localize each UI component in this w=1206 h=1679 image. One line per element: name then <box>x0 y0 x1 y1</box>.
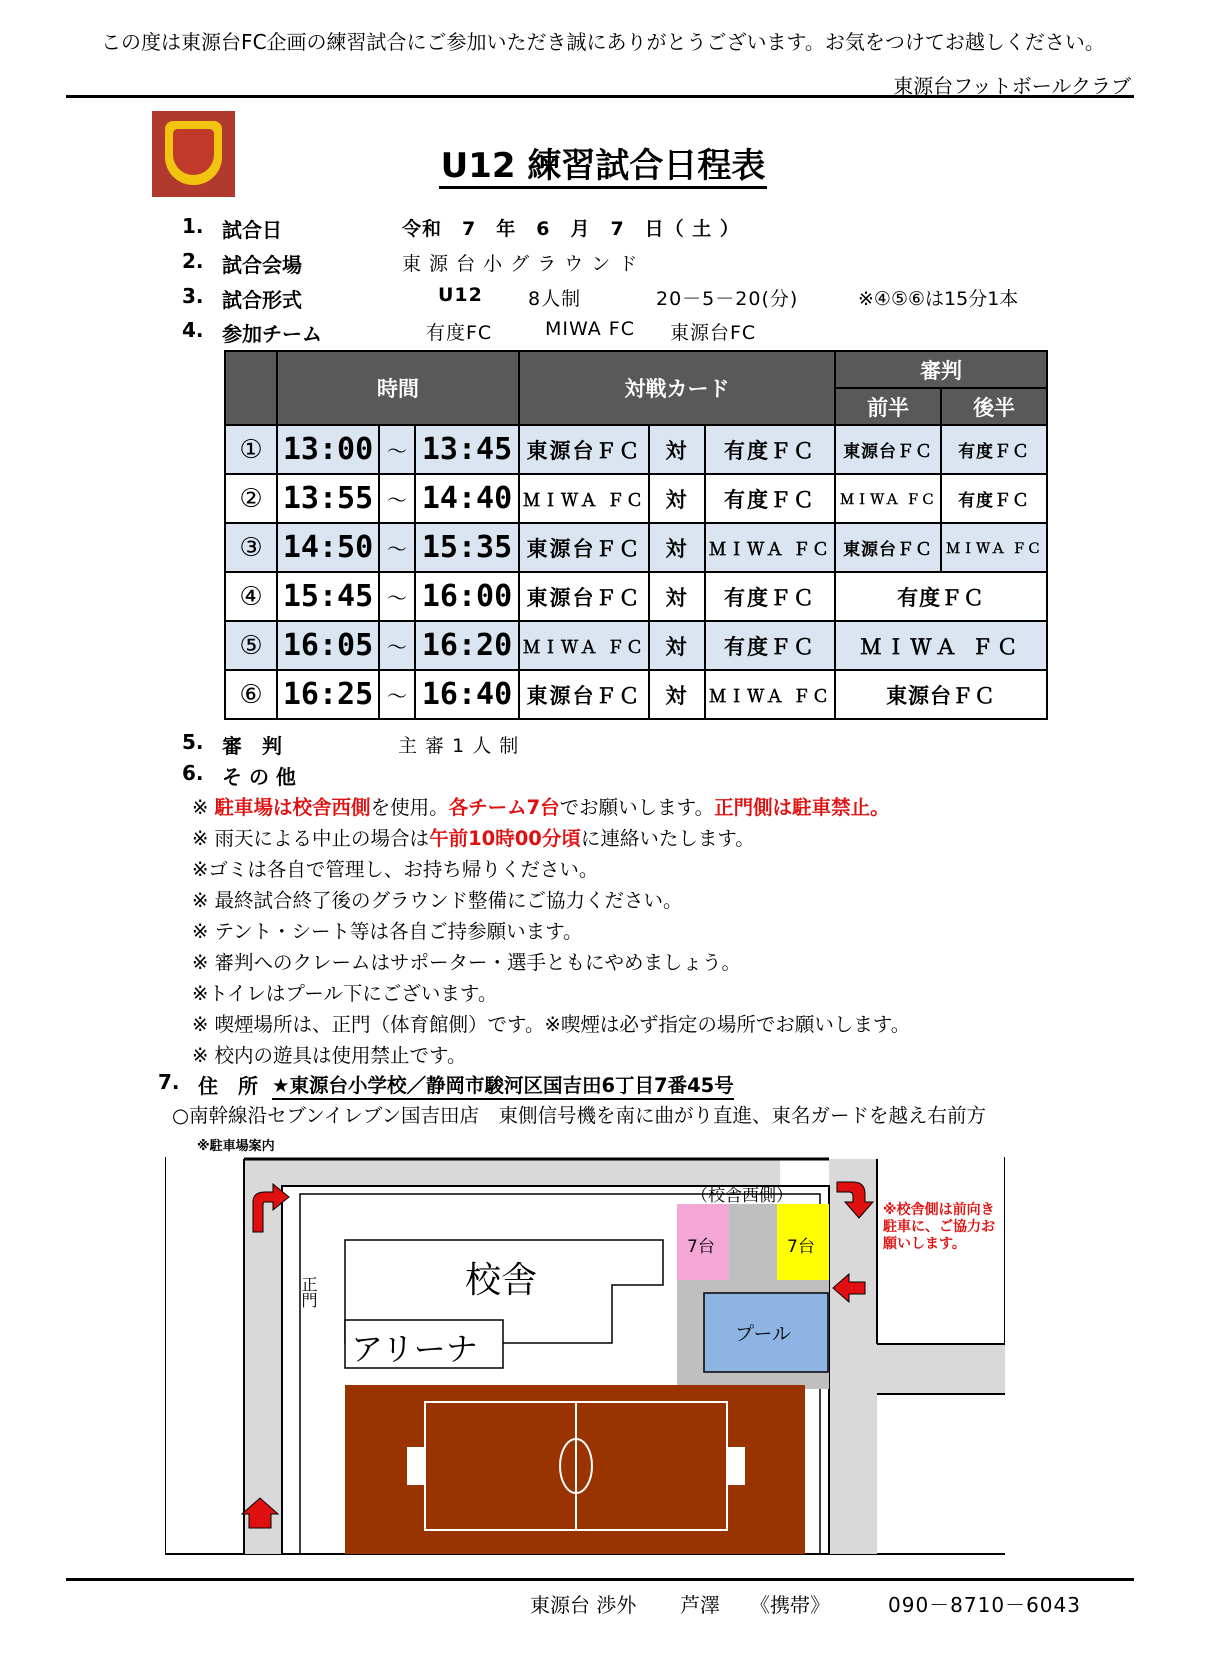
away-team: ＭＩＷＡ ＦＣ <box>705 670 835 719</box>
info-label-format: 試合形式 <box>222 288 302 312</box>
vs-label: 対 <box>649 572 705 621</box>
main-gate-label: 正門 <box>299 1276 318 1308</box>
arena-label: アリーナ <box>351 1330 478 1368</box>
home-team: 東源台ＦＣ <box>519 572 649 621</box>
away-team: 有度ＦＣ <box>705 474 835 523</box>
vs-label: 対 <box>649 523 705 572</box>
vs-label: 対 <box>649 670 705 719</box>
info-label-date: 試合日 <box>222 218 282 242</box>
note-item: ※トイレはプール下にございます。 <box>192 982 498 1005</box>
directions-text: ○南幹線沿セブンイレブン国吉田店 東側信号機を南に曲がり直進、東名ガードを越え右前方 <box>172 1104 986 1127</box>
start-time: 13:00 <box>277 425 379 474</box>
header-referee: 審判 <box>835 351 1047 388</box>
school-building-label: 校舎 <box>465 1260 538 1301</box>
table-row <box>225 523 1047 572</box>
referee-second-half: 有度ＦＣ <box>941 474 1047 523</box>
map-caption: ※駐車場案内 <box>197 1139 275 1154</box>
info-label-address: 住 所 <box>198 1074 258 1098</box>
home-team: 東源台ＦＣ <box>519 425 649 474</box>
away-team: 有度ＦＣ <box>705 572 835 621</box>
header-divider <box>66 95 1134 98</box>
schedule-table <box>224 350 1048 720</box>
parking-map <box>165 1139 1005 1568</box>
west-side-label: （校舎西側） <box>691 1186 793 1206</box>
note-text: 午前10時00分頃 <box>429 827 581 850</box>
footer-person: 芦澤 <box>680 1593 720 1617</box>
team-name: MIWA FC <box>545 318 635 340</box>
end-time: 14:40 <box>415 474 519 523</box>
end-time: 15:35 <box>415 523 519 572</box>
start-time: 13:55 <box>277 474 379 523</box>
header-match: 対戦カード <box>519 351 835 425</box>
referee-second-half: 有度ＦＣ <box>941 425 1047 474</box>
map-drawing <box>165 1152 1005 1568</box>
table-row <box>225 670 1047 719</box>
note-mark: ※ <box>192 796 209 819</box>
note-item: ※ 審判へのクレームはサポーター・選手ともにやめましょう。 <box>192 951 742 974</box>
end-time: 16:40 <box>415 670 519 719</box>
footer-phone-label: 《携帯》 <box>750 1593 830 1617</box>
greeting-text: この度は東源台FC企画の練習試合にご参加いただき誠にありがとうございます。お気をつけてお越しください。 <box>101 30 1105 54</box>
away-team: ＭＩＷＡ ＦＣ <box>705 523 835 572</box>
info-value-players: 8人制 <box>528 288 582 310</box>
footer-phone: 090－8710－6043 <box>888 1593 1081 1617</box>
referee-team: ＭＩＷＡ ＦＣ <box>835 621 1047 670</box>
info-value-venue: 東 源 台 小 グ ラ ウ ン ド <box>402 253 639 275</box>
header-no <box>225 351 277 425</box>
info-label-venue: 試合会場 <box>222 253 302 277</box>
parking-count-yellow: 7台 <box>787 1237 815 1257</box>
end-time: 16:00 <box>415 572 519 621</box>
home-team: 東源台ＦＣ <box>519 670 649 719</box>
note-item: ※ 喫煙場所は、正門（体育館側）です。※喫煙は必ず指定の場所でお願いします。 <box>192 1013 911 1036</box>
address-value: ★東源台小学校／静岡市駿河区国吉田6丁目7番45号 <box>272 1070 734 1100</box>
footer-org: 東源台 渉外 <box>530 1593 637 1617</box>
footer-divider <box>66 1578 1134 1581</box>
info-value-referee: 主 審 1 人 制 <box>398 735 520 757</box>
team-name: 有度FC <box>426 322 493 344</box>
note-item: ※ 校内の遊具は使用禁止です。 <box>192 1044 467 1067</box>
info-num-5: 5. <box>182 730 204 754</box>
time-separator: ～ <box>379 474 415 523</box>
note-text: 雨天による中止の場合は <box>214 827 430 850</box>
header-second-half: 後半 <box>941 388 1047 425</box>
away-team: 有度ＦＣ <box>705 621 835 670</box>
start-time: 16:25 <box>277 670 379 719</box>
match-number: ① <box>225 425 277 474</box>
note-text: でお願いします。 <box>559 796 715 819</box>
pool-label: プール <box>735 1323 792 1345</box>
info-value-format-note: ※④⑤⑥は15分1本 <box>858 288 1019 310</box>
info-value-duration: 20－5－20(分) <box>656 288 799 310</box>
header-time: 時間 <box>277 351 519 425</box>
note-mark: ※ <box>192 827 209 850</box>
time-separator: ～ <box>379 523 415 572</box>
match-number: ④ <box>225 572 277 621</box>
match-number: ⑥ <box>225 670 277 719</box>
referee-second-half: ＭＩＷＡ ＦＣ <box>941 523 1047 572</box>
note-item: ※ゴミは各自で管理し、お持ち帰りください。 <box>192 858 599 881</box>
note-text: 駐車場は校舎西側 <box>214 796 371 819</box>
header-first-half: 前半 <box>835 388 941 425</box>
time-separator: ～ <box>379 425 415 474</box>
start-time: 16:05 <box>277 621 379 670</box>
vs-label: 対 <box>649 474 705 523</box>
table-row <box>225 621 1047 670</box>
note-parking <box>192 792 890 820</box>
note-text: を使用。 <box>370 796 449 819</box>
info-num-2: 2. <box>182 249 204 273</box>
info-num-4: 4. <box>182 318 204 342</box>
info-label-other: そ の 他 <box>222 765 296 789</box>
note-item: ※ テント・シート等は各自ご持参願います。 <box>192 920 583 943</box>
referee-team: 東源台ＦＣ <box>835 670 1047 719</box>
match-number: ⑤ <box>225 621 277 670</box>
end-time: 16:20 <box>415 621 519 670</box>
referee-first-half: 東源台ＦＣ <box>835 523 941 572</box>
referee-team: 有度ＦＣ <box>835 572 1047 621</box>
info-label-teams: 参加チーム <box>222 322 322 346</box>
info-label-referee: 審 判 <box>222 734 282 758</box>
match-number: ② <box>225 474 277 523</box>
vs-label: 対 <box>649 425 705 474</box>
note-item: ※ 最終試合終了後のグラウンド整備にご協力ください。 <box>192 889 683 912</box>
parking-count-pink: 7台 <box>687 1237 715 1257</box>
info-num-3: 3. <box>182 284 204 308</box>
info-num-7: 7. <box>158 1070 180 1094</box>
home-team: 東源台ＦＣ <box>519 523 649 572</box>
time-separator: ～ <box>379 572 415 621</box>
parking-notice: ※校舎側は前向き駐車に、ご協力お願いします。 <box>883 1202 995 1252</box>
note-rain <box>192 823 755 851</box>
table-row <box>225 474 1047 523</box>
info-num-6: 6. <box>182 761 204 785</box>
team-name: 東源台FC <box>670 322 757 344</box>
note-text: 各チーム7台 <box>448 796 560 819</box>
start-time: 15:45 <box>277 572 379 621</box>
start-time: 14:50 <box>277 523 379 572</box>
time-separator: ～ <box>379 670 415 719</box>
info-value-date: 令和 7 年 6 月 7 日（ 土 ） <box>402 218 740 240</box>
time-separator: ～ <box>379 621 415 670</box>
table-row <box>225 425 1047 474</box>
match-number: ③ <box>225 523 277 572</box>
home-team: ＭＩＷＡ ＦＣ <box>519 474 649 523</box>
page-title: U12 練習試合日程表 <box>0 138 1206 187</box>
note-text: 正門側は駐車禁止。 <box>714 796 890 819</box>
referee-first-half: 東源台ＦＣ <box>835 425 941 474</box>
away-team: 有度ＦＣ <box>705 425 835 474</box>
home-team: ＭＩＷＡ ＦＣ <box>519 621 649 670</box>
referee-first-half: ＭＩＷＡ ＦＣ <box>835 474 941 523</box>
note-text: に連絡いたします。 <box>580 827 755 850</box>
info-value-category: U12 <box>438 284 483 306</box>
table-row <box>225 572 1047 621</box>
vs-label: 対 <box>649 621 705 670</box>
end-time: 13:45 <box>415 425 519 474</box>
info-num-1: 1. <box>182 214 204 238</box>
organization-name: 東源台フットボールクラブ <box>893 74 1131 98</box>
